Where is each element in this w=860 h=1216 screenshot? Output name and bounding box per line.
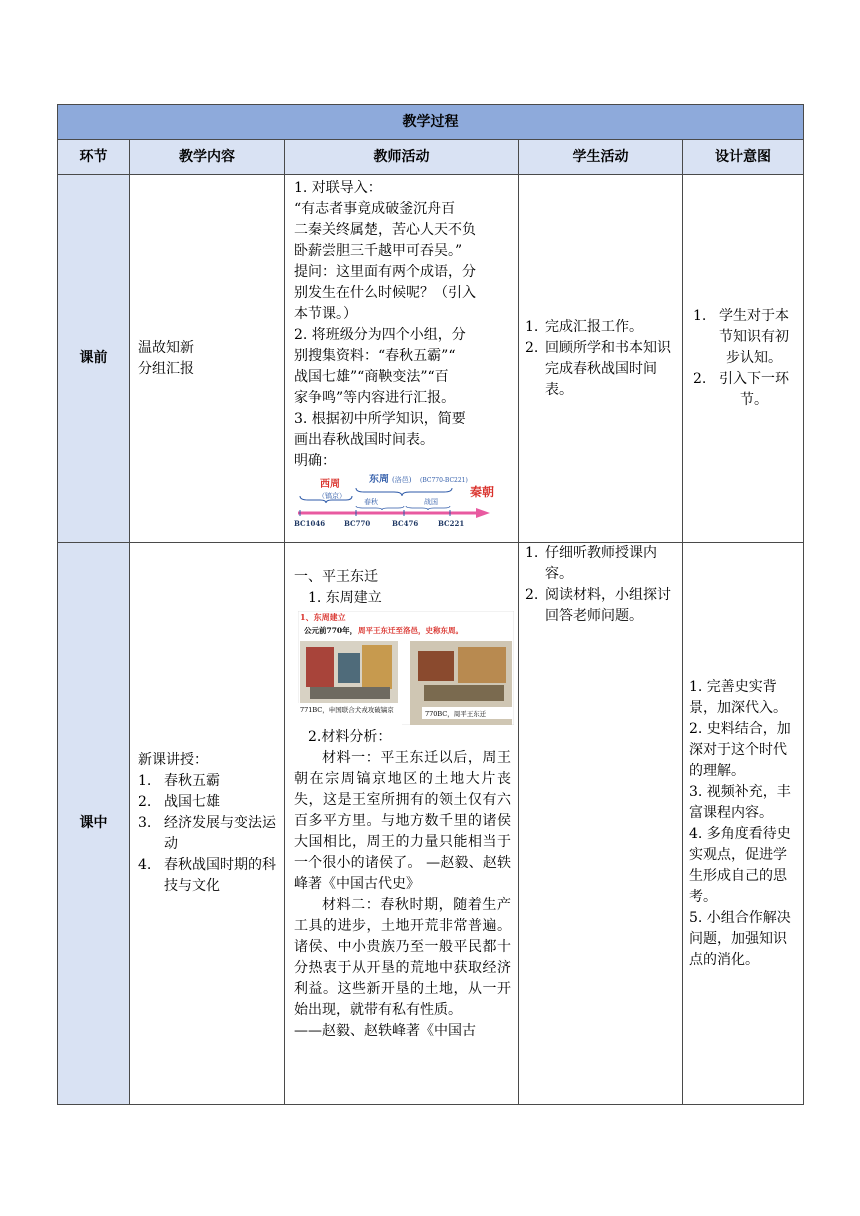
list-item: 1. 春秋五霸 (138, 773, 220, 789)
design-intent (683, 175, 804, 543)
teacher-line: 提问：这里面有两个成语，分 (294, 264, 476, 280)
zhanguo-brace (406, 506, 450, 510)
timeline-dongzhou: 东周 (369, 474, 389, 485)
list-item: 4. 春秋战国时期的科技与文化 (138, 857, 276, 894)
teacher-line: 2. 将班级分为四个小组，分 (294, 327, 466, 343)
stage-label: 课前 (58, 175, 130, 543)
spring-autumn-timeline (294, 474, 510, 528)
table-row (58, 543, 804, 1105)
header-design: 设计意图 (683, 140, 804, 175)
student-list (519, 317, 682, 401)
content-line: 温故知新 (138, 339, 194, 356)
list-item: 2. 引入下一环节。 (693, 371, 790, 408)
teacher-line: 画出春秋战国时间表。 (294, 432, 434, 448)
table-title: 教学过程 (58, 105, 804, 140)
design-intent (683, 543, 804, 1105)
material-one: 材料一：平王东迁以后，周王朝在宗周镐京地区的土地大片丧失，这是王室所拥有的领土仅有六百多平方里。与地方数千里的诸侯大国相比，周王的力量只能相当于一个很小的诸侯了。 —赵毅、赵轶峰著《中国古代史》 (294, 750, 511, 892)
student-activity (519, 543, 683, 1105)
teacher-line: 本节课。） (294, 306, 357, 322)
timeline-dongzhou-sub: (洛邑) (392, 476, 412, 484)
teaching-content (130, 175, 285, 543)
design-line: 1. 完善史实背景，加深代入。 (689, 678, 787, 716)
teacher-line: “有志者事竟成破釜沉舟百 (294, 201, 456, 217)
slide-banner-prefix: 公元前770年， (304, 626, 358, 635)
slide-banner-highlight: 周平王东迁至洛邑，史称东周。 (358, 626, 463, 635)
material-source: ——赵毅、赵轶峰著《中国古 (294, 1023, 476, 1039)
header-teacher: 教师活动 (285, 140, 519, 175)
timeline-tick-label: BC770 (344, 519, 371, 528)
teaching-content (130, 543, 285, 1105)
timeline-qin: 秦朝 (470, 485, 495, 499)
chunqiu-brace (356, 506, 404, 510)
teacher-line: 3. 根据初中所学知识，简要 (294, 411, 466, 427)
timeline-chunqiu: 春秋 (364, 498, 378, 506)
design-line: 4. 多角度看待史实观点，促进学生形成自己的思考。 (689, 825, 791, 905)
design-line: 5. 小组合作解决问题，加强知识点的消化。 (689, 909, 791, 968)
list-item: 2. 战国七雄 (138, 794, 220, 810)
timeline-xizhou-sub: （镐京） (318, 492, 346, 500)
dongzhou-brace (356, 488, 452, 496)
teacher-activity (285, 543, 519, 1105)
timeline-tick-label: BC476 (392, 519, 419, 528)
content-heading: 新课讲授： (138, 752, 208, 768)
timeline-tick-label: BC1046 (294, 519, 326, 528)
section-heading: 一、平王东迁 (294, 569, 378, 585)
header-content: 教学内容 (130, 140, 285, 175)
design-line: 3. 视频补充，丰富课程内容。 (689, 783, 791, 821)
subsection-heading: 2.材料分析： (308, 729, 392, 745)
student-activity (519, 175, 683, 543)
teacher-line: 别搜集资料：“春秋五霸”“ (294, 348, 456, 364)
timeline-range: (BC770-BC221) (420, 477, 468, 484)
timeline-arrow (476, 508, 490, 518)
list-item: 3. 经济发展与变法运动 (138, 815, 276, 852)
student-list (519, 543, 682, 627)
eastern-zhou-slide-image (298, 611, 514, 725)
list-item: 1. 学生对于本节知识有初步认知。 (693, 308, 790, 366)
list-item: 2. 回顾所学和书本知识完成春秋战国时间表。 (525, 339, 671, 398)
table-row (58, 175, 804, 543)
teacher-line: 明确： (294, 453, 336, 469)
caption-right: 770BC，周平王东迁 (425, 710, 487, 718)
stage-label: 课中 (58, 543, 130, 1105)
teacher-line: 二秦关终属楚，苦心人天不负 (294, 222, 476, 238)
list-item: 1. 完成汇报工作。 (525, 318, 643, 335)
slide-heading: 1、东周建立 (300, 612, 346, 622)
header-student: 学生活动 (519, 140, 683, 175)
teacher-activity (285, 175, 519, 543)
timeline-xizhou: 西周 (320, 479, 340, 490)
content-line: 分组汇报 (138, 360, 194, 377)
material-two: 材料二：春秋时期，随着生产工具的进步，土地开荒非常普遍。诸侯、中小贵族乃至一般平民都十分热衷于从开垦的荒地中获取经济利益。这些新开垦的土地，从一开始出现，就带有私有性质。 (294, 897, 511, 1018)
list-item: 1. 仔细听教师授课内容。 (525, 545, 657, 582)
design-list (683, 306, 803, 411)
teacher-line: 家争鸣”等内容进行汇报。 (294, 390, 456, 406)
header-stage: 环节 (58, 140, 130, 175)
list-item: 2. 阅读材料，小组探讨回答老师问题。 (525, 587, 671, 624)
content-list (138, 771, 276, 897)
teaching-process-table (57, 104, 804, 1105)
timeline-zhanguo: 战国 (424, 498, 438, 506)
design-line: 2. 史料结合，加深对于这个时代的理解。 (689, 720, 791, 779)
caption-left: 771BC，申国联合犬戎攻破镐京 (300, 706, 394, 714)
teacher-line: 1. 对联导入： (294, 180, 382, 196)
subsection-heading: 1. 东周建立 (308, 590, 382, 606)
teacher-line: 卧薪尝胆三千越甲可吞吴。” (294, 243, 463, 259)
timeline-tick-label: BC221 (438, 519, 465, 528)
teacher-line: 战国七雄”“商鞅变法”“百 (294, 369, 449, 385)
teacher-line: 别发生在什么时候呢？（引入 (294, 285, 476, 301)
